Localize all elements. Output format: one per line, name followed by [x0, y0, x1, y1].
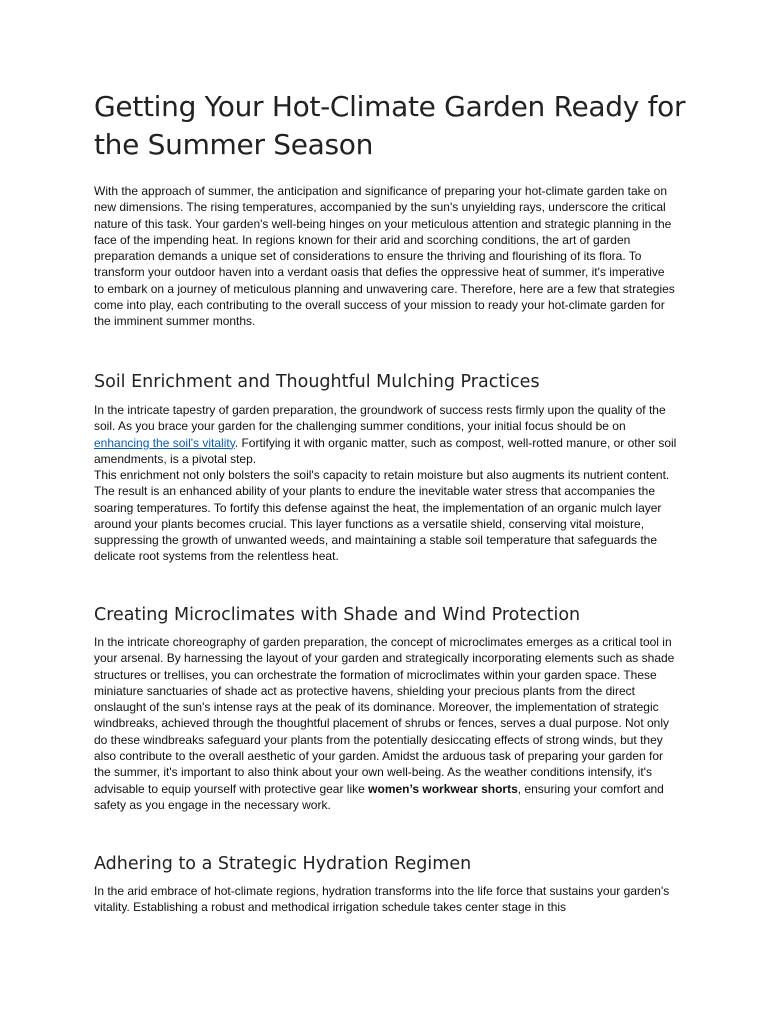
microclimates-text-a: In the intricate choreography of garden preparation, the concept of microclimates emerges as a critical tool in your arsenal. By harnessing the layout of your garden and strategically incorporating elements such as shade structures or trellises, you can orchestrate the formation of microclimates within your garden space. These miniature sanctuaries of shade act as protective havens, shielding your precious plants from the direct onslaught of the sun's intense rays at the peak of its dominance. Moreover, the implementation of strategic windbreaks, achieved through the thoughtful placement of shrubs or fences, serves a dual purpose. Not only do these windbreaks safeguard your plants from the potentially desiccating effects of strong winds, but they also contribute to the overall aesthetic of your garden. Amidst the arduous task of preparing your garden for the summer, it's important to also think about your own well-being. As the weather conditions intensify, it's advisable to equip yourself with protective gear like — [94, 635, 675, 796]
section-heading-microclimates: Creating Microclimates with Shade and Wind Protection — [94, 605, 581, 625]
workwear-shorts-text: women’s workwear shorts — [368, 781, 518, 796]
microclimates-text-b: , ensuring your comfort and safety as you engage in the necessary work. — [94, 781, 664, 812]
microclimates-paragraph — [94, 634, 677, 813]
enhancing-soil-vitality-link[interactable]: enhancing the soil's vitality — [94, 435, 235, 450]
soil-paragraph-2: This enrichment not only bolsters the soil's capacity to retain moisture but also augments its nutrient content. The result is an enhanced ability of your plants to endure the inevitable water stress that accompanies the soaring temperatures. To fortify this defense against the heat, the implementation of an organic mulch layer around your plants becomes crucial. This layer functions as a versatile shield, conserving vital moisture, suppressing the growth of unwanted weeds, and maintaining a stable soil temperature that safeguards the delicate root systems from the relentless heat. — [94, 468, 670, 564]
section-heading-soil: Soil Enrichment and Thoughtful Mulching Practices — [94, 372, 540, 392]
page-title: Getting Your Hot-Climate Garden Ready for the Summer Season — [94, 90, 686, 161]
hydration-paragraph: In the arid embrace of hot-climate regions, hydration transforms into the life force that sustains your garden's vitality. Establishing a robust and methodical irrigation schedule takes center stage in this — [94, 884, 670, 915]
soil-paragraph-1-text-a: In the intricate tapestry of garden preparation, the groundwork of success rests firmly upon the quality of the soil. As you brace your garden for the challenging summer conditions, your initial focus should be on — [94, 403, 666, 434]
section-heading-hydration: Adhering to a Strategic Hydration Regimen — [94, 854, 472, 874]
intro-paragraph: With the approach of summer, the anticipation and significance of preparing your hot-climate garden take on new dimensions. The rising temperatures, accompanied by the sun's unyielding rays, underscore the critical nature of this task. Your garden's well-being hinges on your meticulous attention and strategic planning in the face of the impending heat. In regions known for their arid and scorching conditions, the art of garden preparation demands a unique set of considerations to ensure the thriving and flourishing of its flora. To transform your outdoor haven into a verdant oasis that defies the oppressive heat of summer, it's imperative to embark on a journey of meticulous planning and unwavering care. Therefore, here are a few that strategies come into play, each contributing to the overall success of your mission to ready your hot-climate garden for the imminent summer months. — [94, 184, 675, 329]
soil-paragraph-1 — [94, 402, 677, 467]
soil-paragraph-1-text-b: . Fortifying it with organic matter, such as compost, well-rotted manure, or other soil amendments, is a pivotal step. — [94, 435, 677, 466]
